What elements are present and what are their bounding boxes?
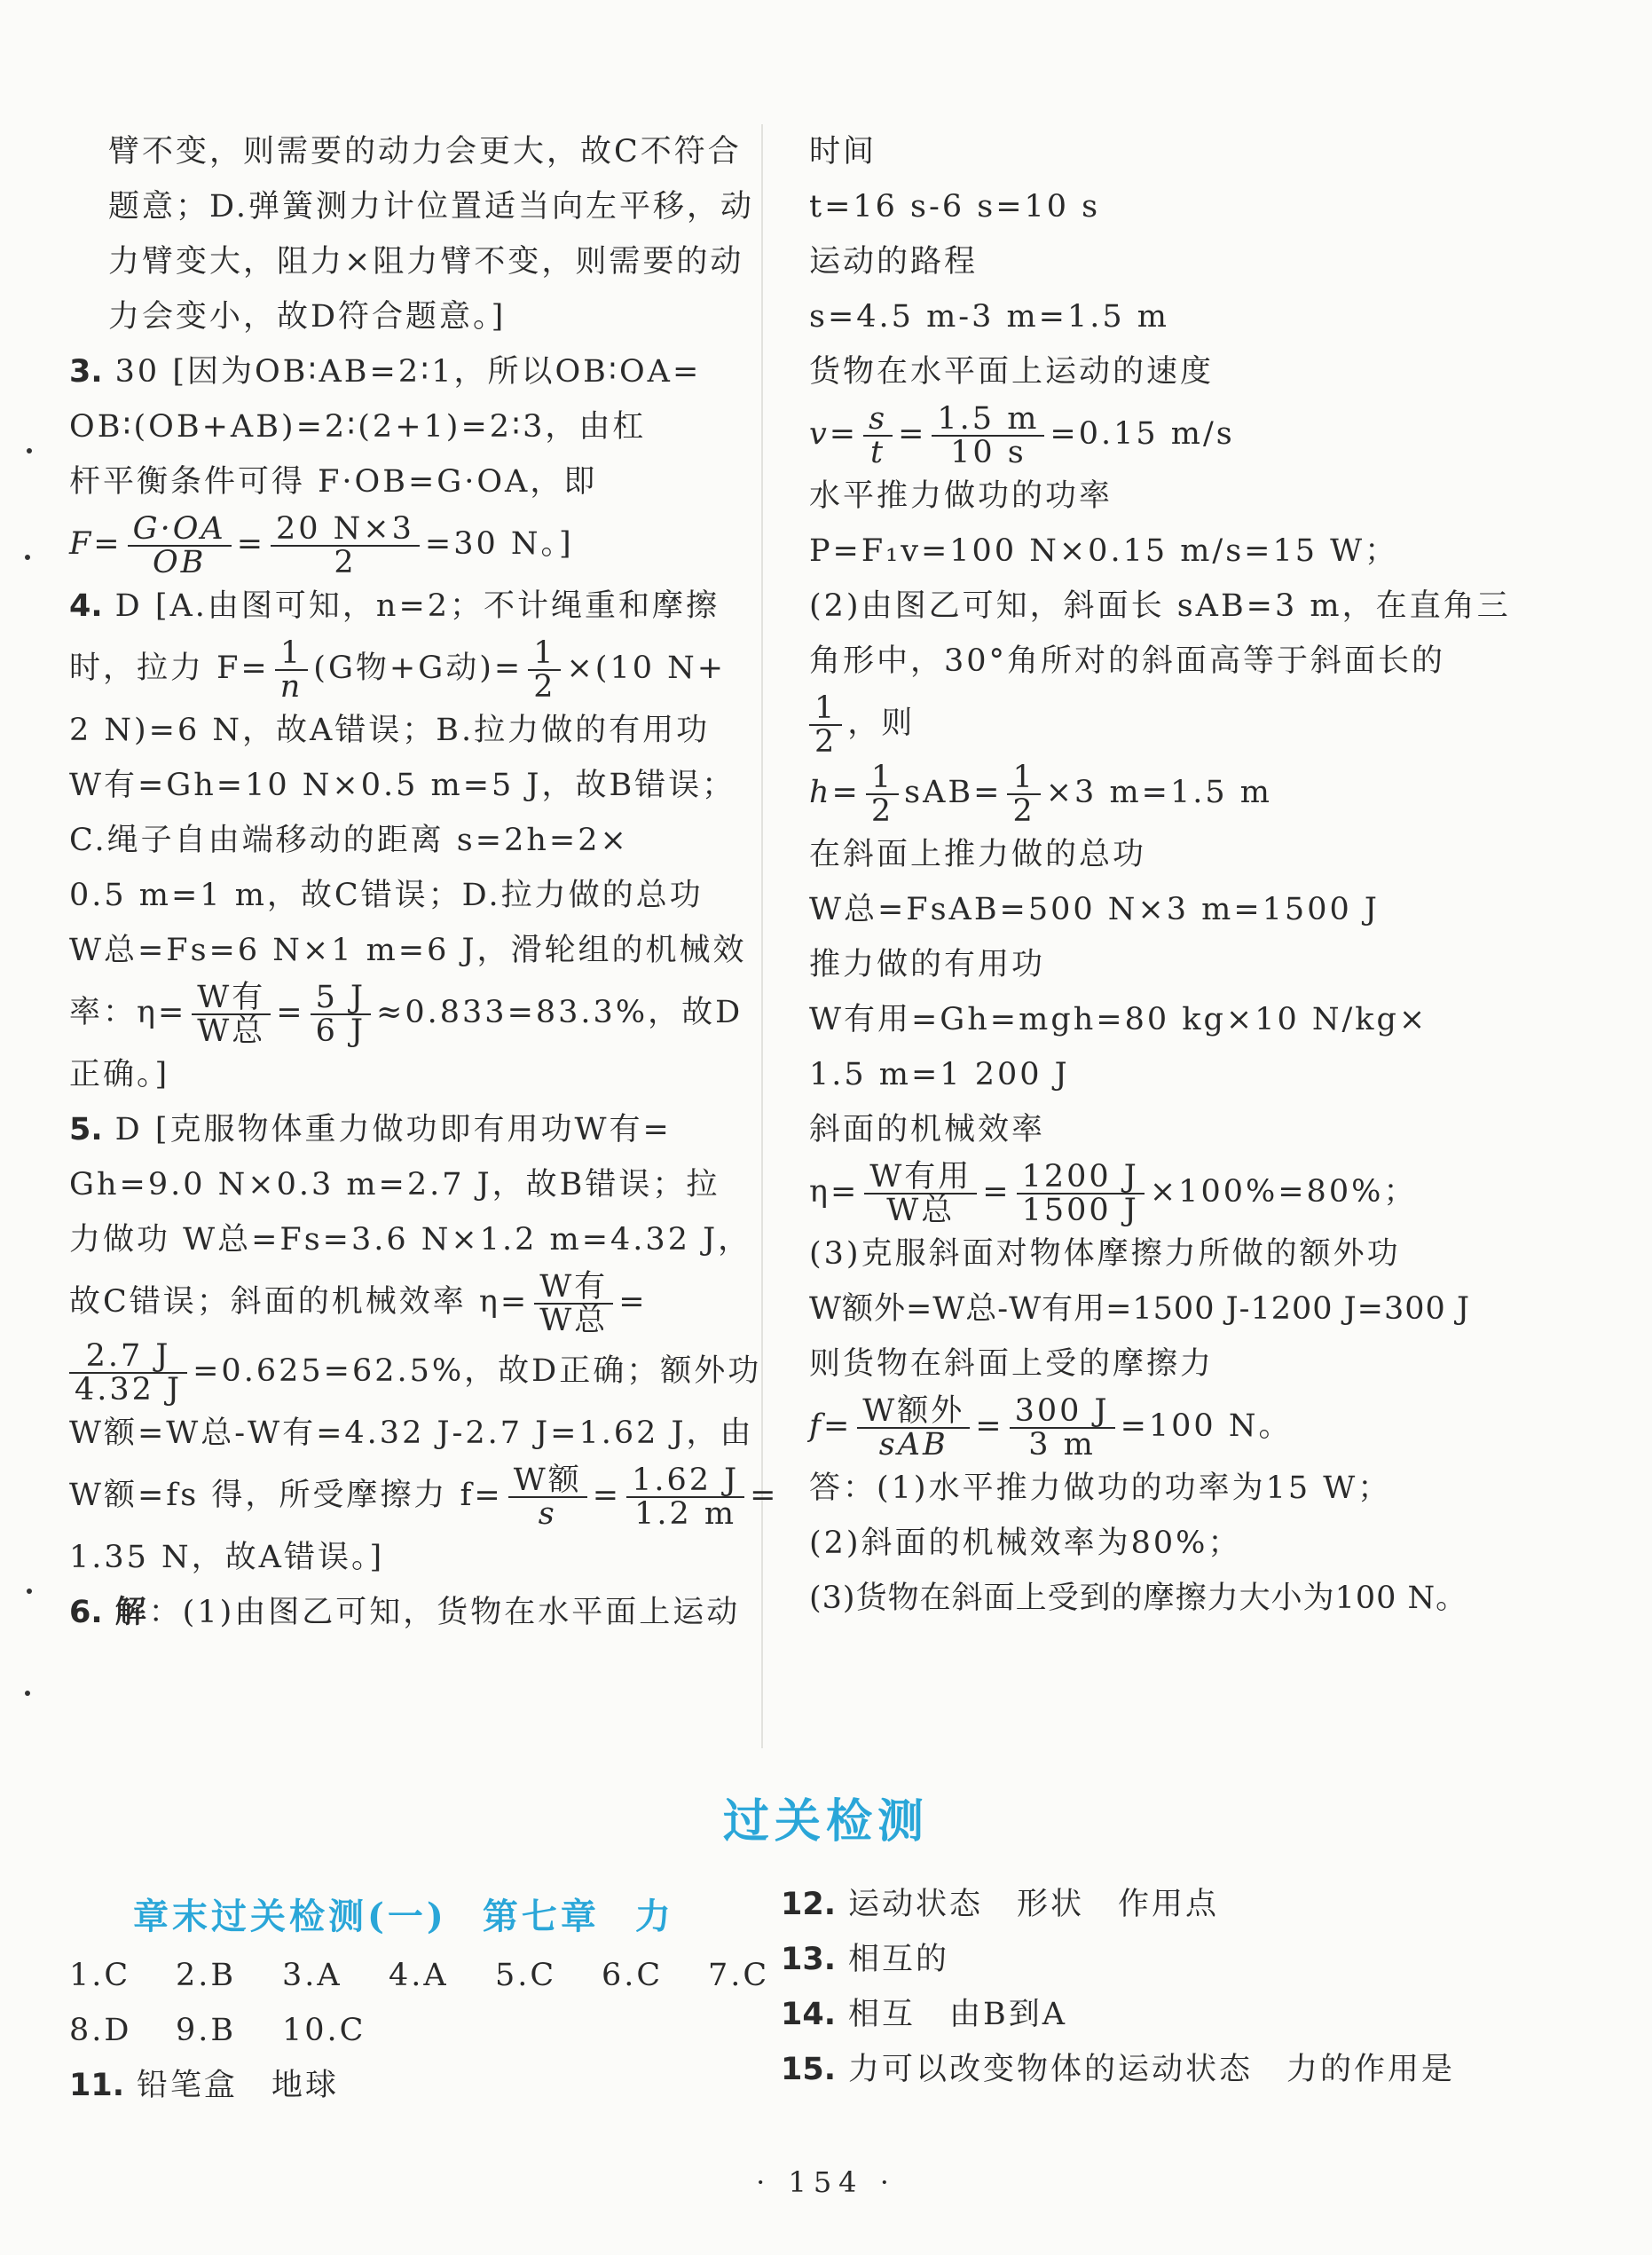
scan-mark — [27, 1589, 32, 1594]
page-number: · 154 · — [756, 2165, 896, 2199]
text-line: s=4.5 m-3 m=1.5 m — [809, 299, 1169, 335]
formula-line — [809, 689, 1448, 758]
text-line: W额外=W总-W有用=1500 J-1200 J=300 J — [809, 1291, 1470, 1327]
text-line: (2)由图乙可知，斜面长 sAB=3 m，在直角三 — [809, 588, 1511, 624]
denominator: s — [538, 1495, 557, 1532]
numerator: G·OA — [128, 513, 232, 547]
formula-text: ×(10 N+ — [566, 650, 727, 686]
text-line: (3)克服斜面对物体摩擦力所做的额外功 — [809, 1236, 1401, 1272]
text-line: D [克服物体重力做功即有用功W有= — [114, 1112, 672, 1147]
answer-item: 5.C — [495, 1958, 557, 1993]
text-line: W有=Gh=10 N×0.5 m=5 J，故B错误； — [69, 768, 736, 803]
chapter-title-part: 第七章 — [482, 1896, 600, 1937]
formula-text: = — [236, 526, 266, 562]
question-number: 14. — [781, 1997, 837, 2032]
text-line: 题意；D.弹簧测力计位置适当向左平移，动 — [108, 189, 754, 225]
answer-item: 8.D — [69, 2013, 132, 2048]
text-line: 2 N)=6 N，故A错误；B.拉力做的有用功 — [69, 713, 711, 748]
fraction — [932, 400, 1044, 470]
formula-text: = — [898, 416, 927, 452]
formula-line — [809, 758, 1448, 827]
text-line: 30 [因为OB∶AB=2∶1，所以OB∶OA= — [114, 354, 702, 390]
fraction — [626, 1464, 744, 1530]
text-line: C.绳子自由端移动的距离 s=2h=2× — [69, 823, 629, 858]
answer-row — [781, 1987, 1491, 2042]
numerator: 1 — [866, 761, 899, 795]
denominator: W总 — [197, 1013, 266, 1049]
formula-text: = — [975, 1408, 1004, 1444]
answer-text: 铅笔盒 地球 — [137, 2068, 340, 2103]
numerator: W有用 — [864, 1161, 977, 1195]
right-column — [809, 124, 1511, 1626]
formula-line — [69, 1267, 743, 1336]
text-line: 力臂变大，阻力×阻力臂不变，则需要的动 — [108, 244, 744, 280]
formula-text: 率：η= — [69, 995, 187, 1030]
text-line: 运动的路程 — [809, 244, 979, 280]
formula-line — [69, 509, 743, 579]
numerator: W额 — [508, 1464, 587, 1498]
scan-mark — [25, 1691, 30, 1696]
formula-text: =100 N。 — [1120, 1408, 1293, 1444]
answer-item: 2.B — [176, 1958, 237, 1993]
formula-text: = — [592, 1478, 622, 1513]
text-line: OB∶(OB+AB)=2∶(2+1)=2∶3，由杠 — [69, 409, 647, 445]
fraction — [271, 510, 420, 580]
formula-text: = — [618, 1284, 648, 1320]
numerator: 1.5 m — [932, 403, 1044, 437]
denominator: 1500 J — [1021, 1192, 1139, 1228]
answer-item: 3.A — [282, 1958, 342, 1993]
formula-text: W额=fs 得，所受摩擦力 f= — [69, 1478, 503, 1513]
denominator: 6 J — [315, 1013, 366, 1049]
answer-row — [69, 1948, 770, 2003]
numerator: W额外 — [857, 1395, 970, 1429]
numerator: 1200 J — [1017, 1161, 1145, 1195]
formula-line — [809, 1392, 1448, 1461]
denominator: sAB — [878, 1426, 948, 1463]
text-line: 答：(1)水平推力做功的功率为15 W； — [809, 1470, 1392, 1506]
numerator: W有 — [192, 982, 271, 1015]
formula-text: h= — [809, 775, 861, 810]
answer-row — [69, 2003, 743, 2058]
question-5 — [69, 1102, 743, 1157]
answers-left — [69, 1948, 770, 2113]
formula-text: =0.15 m/s — [1050, 416, 1235, 452]
answer-text: 相互 由B到A — [848, 1997, 1068, 2032]
fraction — [857, 1392, 970, 1463]
answer-item: 9.B — [176, 2013, 237, 2048]
fraction — [864, 1158, 977, 1228]
fraction — [508, 1464, 587, 1530]
formula-line — [809, 1157, 1448, 1226]
question-number: 3. — [69, 354, 103, 390]
answer-text: 相互的 — [848, 1942, 950, 1977]
text-line: 力做功 W总=Fs=3.6 N×1.2 m=4.32 J， — [69, 1222, 752, 1258]
answer-row — [69, 2058, 743, 2113]
fraction — [1007, 761, 1040, 827]
formula-text: =30 N。] — [424, 526, 574, 562]
question-6 — [69, 1585, 743, 1640]
formula-text: ，则 — [847, 706, 916, 741]
text-line: W总=Fs=6 N×1 m=6 J，滑轮组的机械效 — [69, 933, 747, 968]
formula-text: F= — [69, 526, 122, 562]
fraction — [528, 637, 561, 703]
text-line: 在斜面上推力做的总功 — [809, 837, 1147, 872]
answer-item: 4.A — [389, 1958, 449, 1993]
question-number: 11. — [69, 2068, 125, 2103]
text-line: P=F₁v=100 N×0.15 m/s=15 W； — [809, 533, 1399, 569]
scan-mark — [25, 555, 30, 560]
text-line: 1.5 m=1 200 J — [809, 1057, 1070, 1092]
question-number: 6. — [69, 1595, 103, 1630]
question-number: 4. — [69, 588, 103, 624]
formula-text: v= — [809, 416, 859, 452]
answer-item: 6.C — [602, 1958, 664, 1993]
answer-item: 7.C — [708, 1958, 770, 1993]
formula-text: ≈0.833=83.3%，故D — [376, 995, 743, 1030]
numerator: 1 — [1007, 761, 1040, 795]
numerator: 300 J — [1010, 1395, 1115, 1429]
numerator: s — [863, 403, 893, 437]
denominator: 1.2 m — [634, 1495, 737, 1532]
scan-mark — [27, 448, 32, 453]
numerator: 1.62 J — [626, 1464, 744, 1498]
fraction — [128, 510, 232, 580]
denominator: 2 — [533, 668, 556, 705]
denominator: 10 s — [950, 434, 1027, 470]
text-line: Gh=9.0 N×0.3 m=2.7 J，故B错误；拉 — [69, 1167, 720, 1202]
text-line: (2)斜面的机械效率为80%； — [809, 1526, 1242, 1561]
numerator: W有 — [534, 1271, 613, 1305]
answer-item: 1.C — [69, 1958, 131, 1993]
denominator: W总 — [539, 1302, 609, 1338]
formula-text: sAB= — [904, 775, 1003, 810]
text-line: 1.35 N，故A错误。] — [69, 1540, 385, 1575]
fraction — [863, 400, 893, 470]
text-line: D [A.由图可知，n=2；不计绳重和摩擦 — [114, 588, 720, 624]
question-number: 15. — [781, 2052, 837, 2087]
question-3 — [69, 344, 743, 399]
formula-text: ×3 m=1.5 m — [1045, 775, 1272, 810]
denominator: 2 — [870, 792, 894, 829]
fraction — [69, 1337, 187, 1407]
text-line: 时间 — [809, 134, 877, 170]
question-4 — [69, 579, 743, 634]
text-line: ：(1)由图乙可知，货物在水平面上运动 — [148, 1595, 741, 1630]
fraction — [866, 761, 899, 827]
formula-text: 故C错误；斜面的机械效率 η= — [69, 1284, 530, 1320]
text-line: 推力做的有用功 — [809, 947, 1046, 982]
text-line: 0.5 m=1 m，故C错误；D.拉力做的总功 — [69, 878, 704, 913]
fraction — [534, 1268, 613, 1338]
text-line: 杆平衡条件可得 F·OB=G·OA，即 — [69, 464, 598, 500]
section-title: 过关检测 — [722, 1795, 929, 1849]
denominator: t — [870, 434, 886, 470]
chapter-title-part: 章末过关检测(一) — [133, 1896, 447, 1937]
denominator: 2 — [334, 544, 357, 580]
solution-label: 解 — [114, 1594, 149, 1630]
fraction — [1010, 1392, 1115, 1463]
formula-text: ×100%=80%； — [1149, 1174, 1418, 1210]
formula-text: (G物+G动)= — [313, 650, 523, 686]
formula-line — [809, 399, 1448, 469]
question-number: 12. — [781, 1887, 837, 1922]
text-line: 力会变小，故D符合题意。] — [108, 299, 507, 335]
formula-line — [69, 1461, 779, 1532]
answer-row — [781, 1932, 1491, 1987]
fraction — [275, 637, 309, 703]
formula-text: = — [982, 1174, 1011, 1210]
numerator: 1 — [809, 692, 842, 726]
fraction — [192, 979, 271, 1049]
formula-text: = — [276, 995, 305, 1030]
chapter-title — [133, 1888, 674, 1939]
formula-text: 时，拉力 F= — [69, 650, 270, 686]
text-line: 角形中，30°角所对的斜面高等于斜面长的 — [809, 643, 1446, 679]
fraction — [311, 979, 371, 1049]
denominator: 4.32 J — [75, 1371, 183, 1407]
text-line: 正确。] — [69, 1057, 170, 1092]
fraction — [809, 692, 842, 758]
question-number: 13. — [781, 1942, 837, 1977]
text-line: 斜面的机械效率 — [809, 1112, 1046, 1147]
fraction — [1017, 1158, 1145, 1228]
text-line: W额=W总-W有=4.32 J-2.7 J=1.62 J，由 — [69, 1415, 754, 1451]
text-line: W总=FsAB=500 N×3 m=1500 J — [809, 892, 1380, 927]
answer-row — [781, 1877, 1491, 1932]
text-line: (3)货物在斜面上受到的摩擦力大小为100 N。 — [809, 1581, 1468, 1616]
formula-text: = — [750, 1478, 779, 1513]
chapter-title-part: 力 — [634, 1896, 674, 1937]
formula-line — [69, 634, 743, 703]
numerator: 2.7 J — [69, 1340, 187, 1374]
text-line: W有用=Gh=mgh=80 kg×10 N/kg× — [809, 1002, 1428, 1037]
denominator: OB — [152, 544, 207, 580]
numerator: 1 — [528, 637, 561, 671]
answer-text: 运动状态 形状 作用点 — [848, 1887, 1220, 1922]
text-line: 臂不变，则需要的动力会更大，故C不符合 — [108, 134, 742, 170]
denominator: 3 m — [1028, 1426, 1096, 1463]
numerator: 1 — [275, 637, 309, 671]
numerator: 5 J — [311, 982, 371, 1015]
formula-line — [69, 1336, 762, 1407]
question-number: 5. — [69, 1112, 103, 1147]
formula-text: η= — [809, 1174, 860, 1210]
answer-item: 10.C — [282, 2013, 366, 2048]
denominator: 2 — [814, 723, 838, 760]
formula-text: =0.625=62.5%，故D正确；额外功 — [193, 1353, 762, 1389]
answer-text: 力可以改变物体的运动状态 力的作用是 — [848, 2052, 1456, 2087]
denominator: n — [279, 668, 303, 705]
denominator: W总 — [886, 1192, 956, 1228]
numerator: 20 N×3 — [271, 513, 420, 547]
formula-text: f= — [809, 1408, 853, 1444]
text-line: 则货物在斜面上受的摩擦力 — [809, 1346, 1215, 1382]
text-line: t=16 s-6 s=10 s — [809, 189, 1101, 225]
answers-right — [781, 1877, 1491, 2097]
text-line: 货物在水平面上运动的速度 — [809, 354, 1215, 390]
answer-row — [781, 2042, 1491, 2097]
left-column — [69, 124, 779, 1640]
denominator: 2 — [1012, 792, 1035, 829]
formula-line — [69, 978, 743, 1047]
text-line: 水平推力做功的功率 — [809, 478, 1113, 514]
